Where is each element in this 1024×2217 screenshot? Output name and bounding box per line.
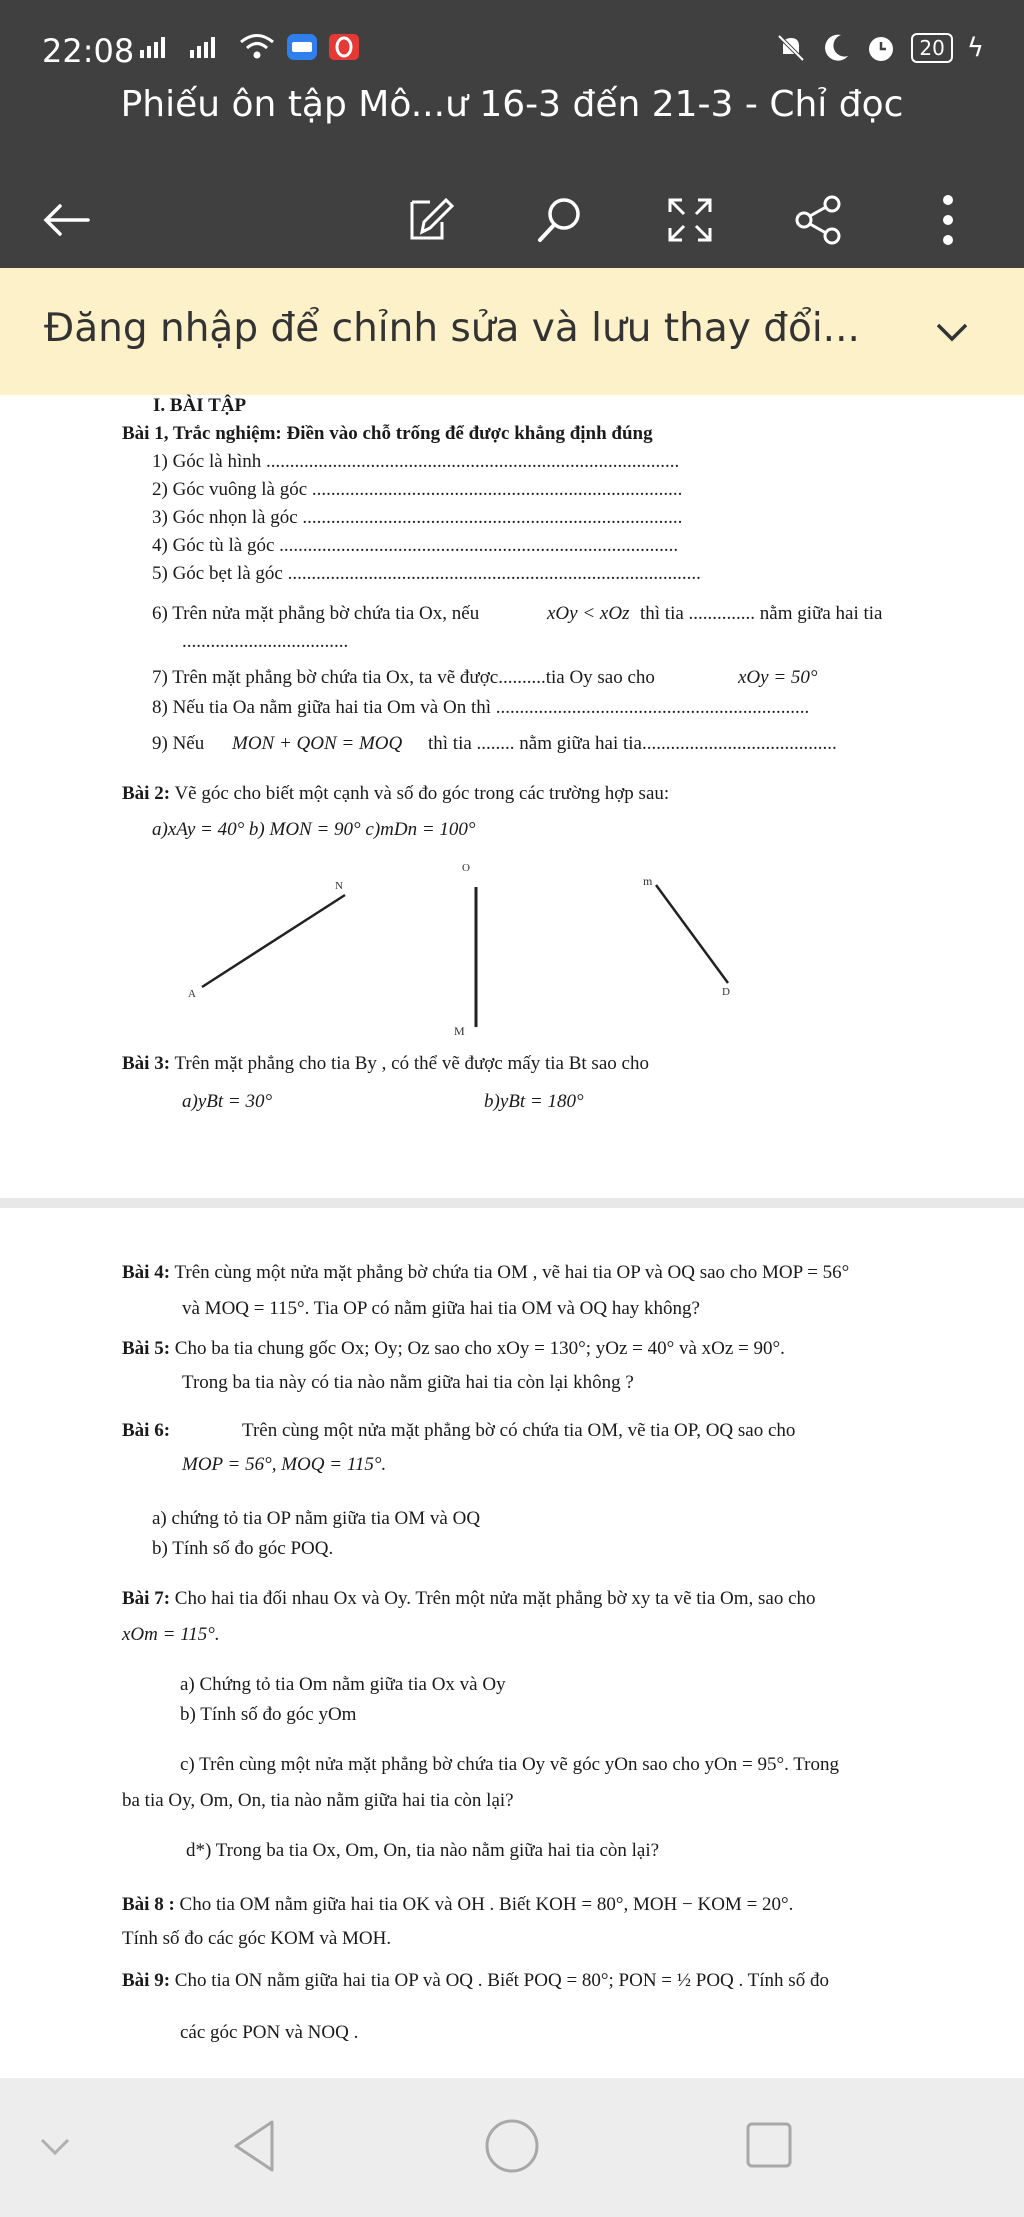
- moon-icon: [821, 32, 851, 64]
- q7-math: xOy = 50°: [738, 667, 818, 688]
- bai7-c1: c) Trên cùng một nửa mặt phẳng bờ chứa tia Oy vẽ góc yOn sao cho yOn = 95°. Trong: [180, 1754, 839, 1775]
- share-button[interactable]: [778, 180, 858, 260]
- q6-math: xOy < xOz: [547, 603, 630, 624]
- label-o: O: [462, 862, 470, 874]
- bai7-c2: ba tia Oy, Om, On, tia nào nằm giữa hai tia còn lại?: [122, 1790, 514, 1811]
- mute-icon: [775, 32, 807, 64]
- label-d: D: [722, 986, 730, 998]
- bai1-title: Bài 1, Trắc nghiệm: Điền vào chỗ trống để được khẳng định đúng: [122, 423, 653, 444]
- bai8-line1: [122, 1894, 793, 1917]
- q9-part2: thì tia ........ nằm giữa hai tia.........................................: [428, 733, 837, 754]
- bai5-label: Bài 5:: [122, 1338, 171, 1359]
- banner-text: Đăng nhập để chỉnh sửa và lưu thay đổi...: [44, 306, 860, 351]
- label-n: N: [335, 880, 343, 892]
- bai8-line2: Tính số đo các góc KOM và MOH.: [122, 1928, 392, 1949]
- bai6-line2: MOP = 56°, MOQ = 115°.: [182, 1454, 387, 1475]
- document-page-1: [0, 395, 1024, 1200]
- more-vertical-icon: [938, 192, 958, 248]
- bai6-b: b) Tính số đo góc POQ.: [152, 1538, 334, 1559]
- bai6-a: a) chứng tỏ tia OP nằm giữa tia OM và OQ: [152, 1508, 481, 1529]
- status-right-icons: [775, 32, 984, 64]
- bai5-line1: [122, 1338, 785, 1361]
- page-gap: [0, 1198, 1024, 1208]
- bai2-text-line: [122, 783, 669, 806]
- bai9-line2: các góc PON và NOQ .: [180, 2022, 359, 2043]
- bai5-line2: Trong ba tia này có tia nào nằm giữa hai tia còn lại không ?: [182, 1372, 634, 1393]
- q6-part2: thì tia .............. nằm giữa hai tia: [640, 603, 883, 624]
- bai2-figures: [180, 855, 780, 1045]
- q8: 8) Nếu tia Oa nằm giữa hai tia Om và On thì ..................................................................: [152, 697, 810, 718]
- search-button[interactable]: [520, 180, 600, 260]
- label-m-lower: m: [643, 874, 653, 888]
- bai7-text1: Cho hai tia đối nhau Ox và Oy. Trên một nửa mặt phẳng bờ xy ta vẽ tia Om, sao cho: [174, 1588, 816, 1609]
- bai9-text1: Cho tia ON nằm giữa hai tia OP và OQ . Biết POQ = 80°; PON = ½ POQ . Tính số đo: [174, 1970, 829, 1991]
- back-arrow-icon: [38, 200, 94, 240]
- bai4-line1: [122, 1262, 849, 1285]
- nav-back-icon[interactable]: [228, 2116, 280, 2176]
- q7-text: 7) Trên mặt phẳng bờ chứa tia Ox, ta vẽ được..........tia Oy sao cho: [152, 667, 655, 688]
- document-page-2: [0, 1208, 1024, 2078]
- wifi-icon: [238, 32, 276, 62]
- bai7-a: a) Chứng tỏ tia Om nằm giữa tia Ox và Oy: [180, 1674, 506, 1695]
- sign-in-banner[interactable]: [0, 268, 1024, 395]
- bai7-line2: xOm = 115°.: [122, 1624, 220, 1645]
- system-nav-bar: [0, 2078, 1024, 2217]
- bai9-line1: [122, 1970, 829, 1993]
- bai9-label: Bài 9:: [122, 1970, 171, 1991]
- q2: 2) Góc vuông là góc ..............................................................................: [152, 479, 683, 500]
- battery-level: 20: [919, 36, 945, 60]
- status-time: 22:08: [42, 32, 135, 70]
- bai3-text-line: [122, 1053, 649, 1076]
- bai4-text1: Trên cùng một nửa mặt phẳng bờ chứa tia OM , vẽ hai tia OP và OQ sao cho MOP = 56°: [174, 1262, 850, 1283]
- signal-icon: [138, 34, 178, 60]
- bai6-label: Bài 6:: [122, 1420, 171, 1441]
- search-icon: [532, 192, 588, 248]
- back-button[interactable]: [26, 180, 106, 260]
- ray-an: [202, 895, 345, 987]
- nav-hide-icon[interactable]: [38, 2134, 72, 2158]
- zalo-icon: [286, 32, 318, 62]
- q4: 4) Góc tù là góc ....................................................................................: [152, 535, 679, 556]
- signal-icon-2: [188, 34, 228, 60]
- bai4-label: Bài 4:: [122, 1262, 171, 1283]
- status-bar: [0, 0, 1024, 90]
- q1: 1) Góc là hình .......................................................................................: [152, 451, 680, 472]
- bai3-text: Trên mặt phẳng cho tia By , có thể vẽ được mấy tia Bt sao cho: [174, 1053, 649, 1074]
- charging-icon: ϟ: [966, 33, 984, 63]
- bai3-label: Bài 3:: [122, 1053, 171, 1074]
- q5: 5) Góc bẹt là góc .......................................................................................: [152, 563, 701, 584]
- bai7-b: b) Tính số đo góc yOm: [180, 1704, 357, 1725]
- share-icon: [790, 192, 846, 248]
- bai3-a: a)yBt = 30°: [182, 1091, 273, 1112]
- nav-home-icon[interactable]: [482, 2116, 542, 2176]
- bai7-label: Bài 7:: [122, 1588, 171, 1609]
- edit-icon: [402, 192, 458, 248]
- battery-indicator: [911, 33, 952, 63]
- bai4-line2: và MOQ = 115°. Tia OP có nằm giữa hai tia OM và OQ hay không?: [182, 1298, 700, 1319]
- bai3-b: b)yBt = 180°: [484, 1091, 584, 1112]
- q6-blank: ...................................: [182, 631, 349, 652]
- section-heading: I. BÀI TẬP: [153, 395, 247, 416]
- nav-recents-icon[interactable]: [742, 2118, 798, 2174]
- label-a: A: [188, 988, 196, 1000]
- q3: 3) Góc nhọn là góc ................................................................................: [152, 507, 683, 528]
- bai2-text: Vẽ góc cho biết một cạnh và số đo góc trong các trường hợp sau:: [174, 783, 670, 804]
- ray-dm: [656, 885, 728, 983]
- label-m: M: [454, 1024, 465, 1038]
- status-left-icons: [138, 32, 360, 62]
- document-title: Phiếu ôn tập Mô...ư 16-3 đến 21-3 - Chỉ đọc: [120, 84, 904, 125]
- bai6-line1: Trên cùng một nửa mặt phẳng bờ có chứa tia OM, vẽ tia OP, OQ sao cho: [242, 1420, 796, 1441]
- app-header: [0, 80, 1024, 270]
- chevron-down-icon[interactable]: [932, 312, 972, 352]
- bai5-text1: Cho ba tia chung gốc Ox; Oy; Oz sao cho xOy = 130°; yOz = 40° và xOz = 90°.: [174, 1338, 785, 1359]
- bai7-d: d*) Trong ba tia Ox, Om, On, tia nào nằm giữa hai tia còn lại?: [186, 1840, 660, 1861]
- bai7-line1: [122, 1588, 816, 1611]
- fullscreen-button[interactable]: [650, 180, 730, 260]
- more-options-button[interactable]: [908, 180, 988, 260]
- q9-part1: 9) Nếu: [152, 733, 205, 754]
- opera-icon: [328, 32, 360, 62]
- expand-icon: [664, 194, 716, 246]
- edit-button[interactable]: [390, 180, 470, 260]
- bai2-parts: a)xAy = 40° b) MON = 90° c)mDn = 100°: [152, 819, 476, 840]
- bai8-text1: Cho tia OM nằm giữa hai tia OK và OH . Biết KOH = 80°, MOH − KOM = 20°.: [179, 1894, 794, 1915]
- bai8-label: Bài 8 :: [122, 1894, 175, 1915]
- q6-part1: 6) Trên nửa mặt phẳng bờ chứa tia Ox, nếu: [152, 603, 480, 624]
- alarm-icon: [865, 32, 897, 64]
- bai2-label: Bài 2:: [122, 783, 171, 804]
- q9-math: MON + QON = MOQ: [232, 733, 403, 754]
